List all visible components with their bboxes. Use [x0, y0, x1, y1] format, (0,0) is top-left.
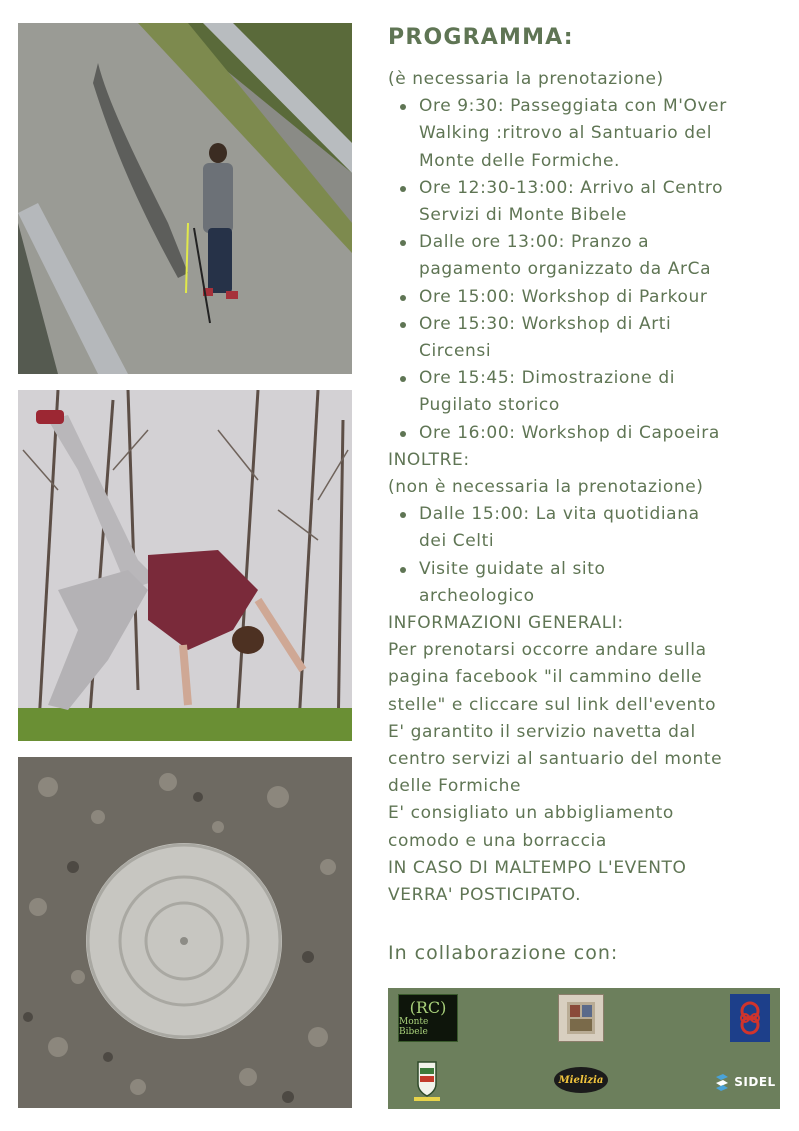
rc-mark-icon: (RC): [409, 998, 447, 1017]
program-title: PROGRAMMA:: [388, 25, 574, 50]
sidel-chevron-icon: [714, 1073, 730, 1091]
program-booking-note: (è necessaria la prenotazione): [388, 69, 664, 89]
list-item: Ore 12:30-13:00: Arrivo al Centro Servizi di Monte Bibele: [388, 175, 783, 229]
list-item: Ore 15:00: Workshop di Parkour: [388, 284, 783, 311]
municipal-shield-icon: [406, 1058, 448, 1104]
walker-photo: [18, 23, 352, 374]
list-item: Ore 15:45: Dimostrazione di Pugilato storico: [388, 365, 783, 419]
monte-bibele-logo-text: Monte Bibele: [399, 1017, 429, 1037]
celtic-knot-logo: [730, 994, 770, 1042]
list-item: Dalle ore 13:00: Pranzo a pagamento organizzato da ArCa: [388, 229, 783, 283]
list-item: Ore 9:30: Passeggiata con M'Over Walking :ritrovo al Santuario del Monte delle Formiche.: [388, 93, 783, 175]
program-list: [388, 93, 783, 447]
list-item: Visite guidate al sito archeologico: [388, 556, 783, 610]
crest-logo: [558, 994, 604, 1042]
info-title: INFORMAZIONI GENERALI:: [388, 613, 624, 634]
crest-icon: [561, 998, 601, 1038]
celtic-knot-icon: [735, 999, 765, 1037]
inoltre-title: INOLTRE:: [388, 449, 470, 470]
list-item: Ore 15:30: Workshop di Arti Circensi: [388, 311, 783, 365]
san-lazzaro-logo: [406, 1058, 448, 1104]
inoltre-list: [388, 501, 783, 610]
program-column: [388, 22, 783, 967]
sponsor-panel: [388, 988, 780, 1109]
inoltre-booking-note: (non è necessaria la prenotazione): [388, 477, 704, 498]
collaboration-title: In collaborazione con:: [388, 942, 619, 965]
mielizia-logo: Mielizia: [554, 1067, 608, 1093]
sidel-logo-text: SIDEL: [734, 1075, 776, 1089]
cartwheel-photo: [18, 390, 352, 741]
sidel-logo: [714, 1070, 776, 1094]
list-item: Ore 16:00: Workshop di Capoeira: [388, 420, 783, 447]
stone-disc-photo: [18, 757, 352, 1108]
info-text: Per prenotarsi occorre andare sulla pagina facebook "il cammino delle stelle" e cliccare sul link dell'evento E' garantito il servizio navetta dal centro servizi al santuario del monte delle Formiche E' consigliato un abbigliamento comodo e una borraccia IN CASO DI MALTEMPO L'EVENTO VERRA' POSTICIPATO.: [388, 640, 723, 906]
list-item: Dalle 15:00: La vita quotidiana dei Celti: [388, 501, 783, 555]
monte-bibele-logo: [398, 994, 458, 1042]
